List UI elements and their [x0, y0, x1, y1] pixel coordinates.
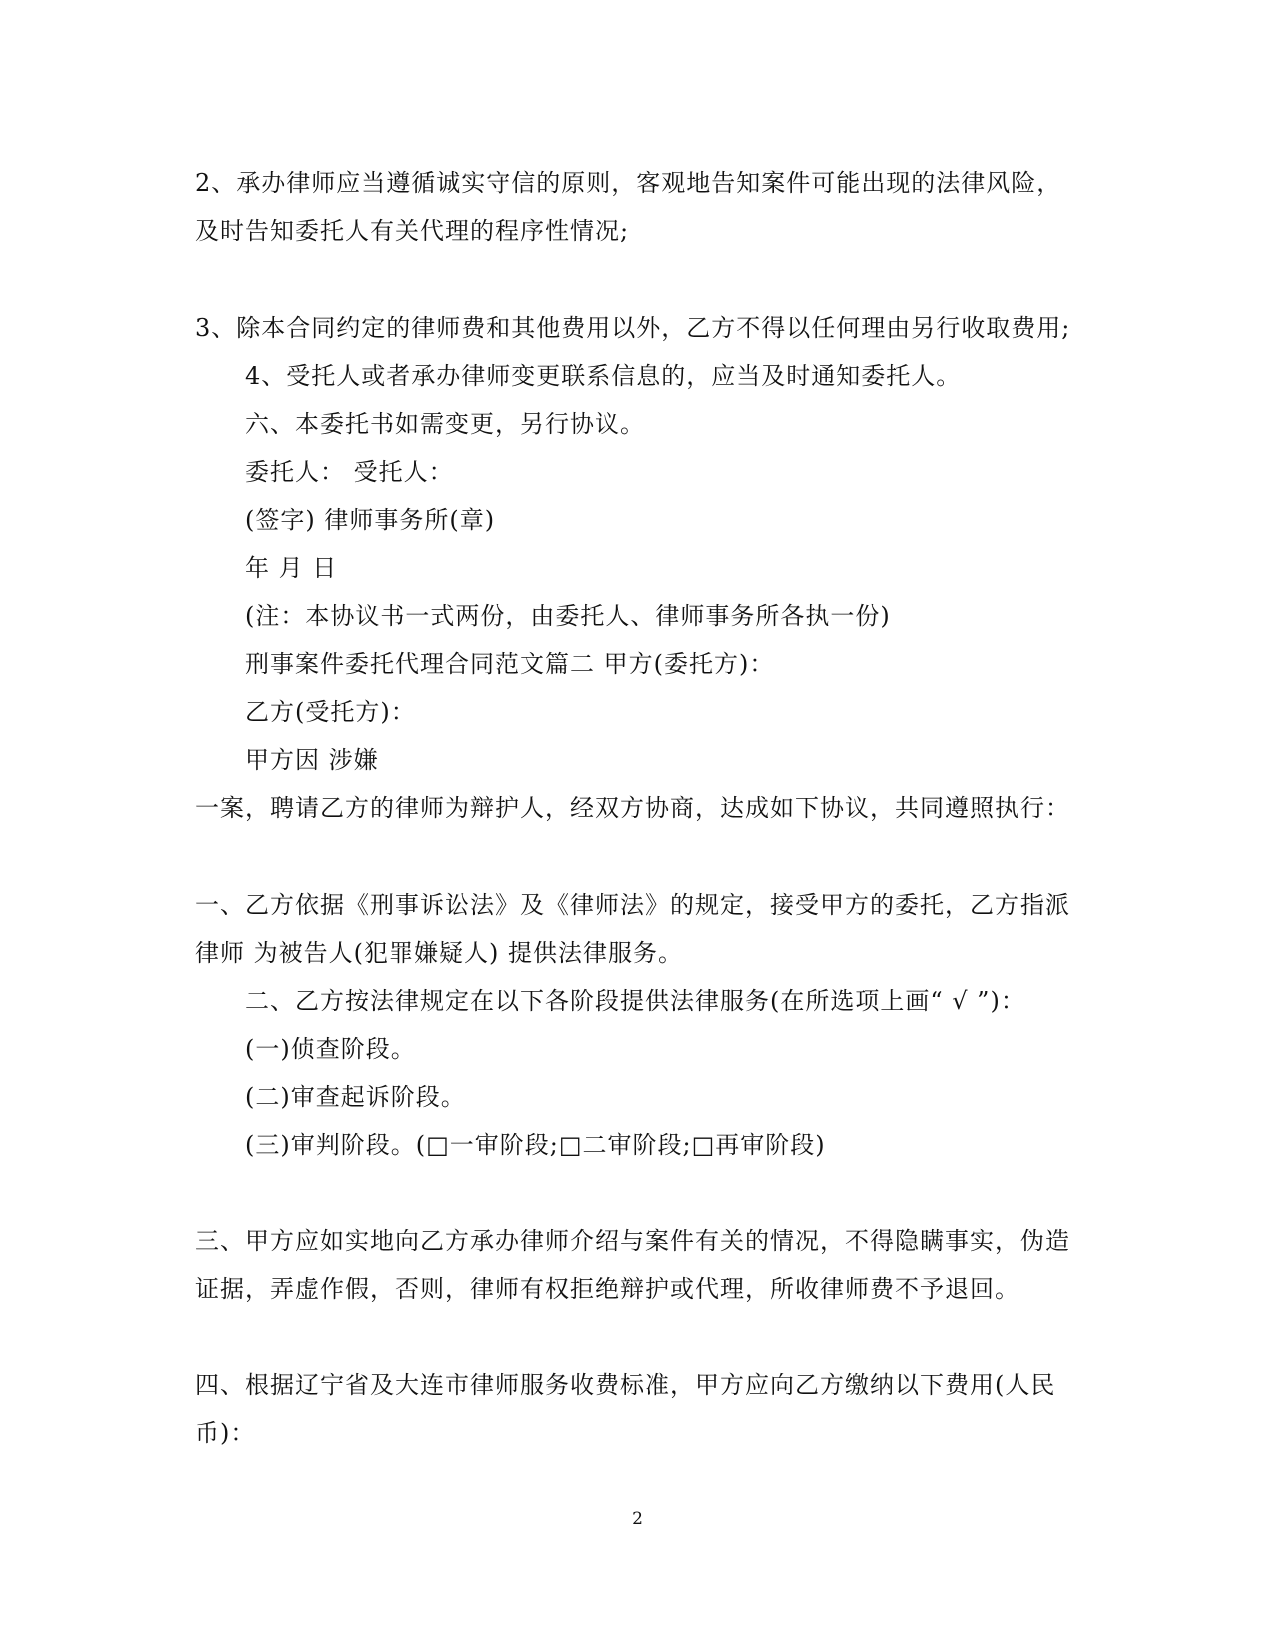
- text-line: (三)审判阶段。(□一审阶段;□二审阶段;□再审阶段): [245, 1131, 826, 1159]
- text-line: 一案，聘请乙方的律师为辩护人，经双方协商，达成如下协议，共同遵照执行：: [195, 794, 1070, 822]
- text-line: (注：本协议书一式两份，由委托人、律师事务所各执一份): [245, 602, 891, 630]
- text-line: 六、本委托书如需变更，另行协议。: [245, 410, 645, 438]
- text-line: 4、受托人或者承办律师变更联系信息的，应当及时通知委托人。: [245, 362, 962, 390]
- text-line: 及时告知委托人有关代理的程序性情况;: [195, 217, 630, 245]
- text-line: 币)：: [195, 1419, 256, 1447]
- text-line: 委托人： 受托人：: [245, 458, 454, 486]
- section-heading: 刑事案件委托代理合同范文篇二 甲方(委托方)：: [245, 650, 775, 678]
- text-line: 2、承办律师应当遵循诚实守信的原则，客观地告知案件可能出现的法律风险，: [195, 169, 1062, 197]
- text-line: 证据，弄虚作假，否则，律师有权拒绝辩护或代理，所收律师费不予退回。: [195, 1275, 1020, 1303]
- text-line: 三、甲方应如实地向乙方承办律师介绍与案件有关的情况，不得隐瞒事实，伪造: [195, 1227, 1070, 1255]
- text-line: 3、除本合同约定的律师费和其他费用以外，乙方不得以任何理由另行收取费用;: [195, 314, 1071, 342]
- text-line: (一)侦查阶段。: [245, 1035, 416, 1063]
- text-line: (二)审查起诉阶段。: [245, 1083, 466, 1111]
- page-number: 2: [632, 1509, 643, 1529]
- text-line: 二、乙方按法律规定在以下各阶段提供法律服务(在所选项上画“ √ ”)：: [245, 987, 1026, 1015]
- text-line: 律师 为被告人(犯罪嫌疑人) 提供法律服务。: [195, 939, 683, 967]
- text-line: 乙方(受托方)：: [245, 698, 416, 726]
- text-line: 年 月 日: [245, 554, 338, 582]
- text-line: (签字) 律师事务所(章): [245, 506, 496, 534]
- text-line: 甲方因 涉嫌: [245, 746, 379, 774]
- text-line: 一、乙方依据《刑事诉讼法》及《律师法》的规定，接受甲方的委托，乙方指派: [195, 891, 1070, 919]
- text-line: 四、根据辽宁省及大连市律师服务收费标准，甲方应向乙方缴纳以下费用(人民: [195, 1371, 1056, 1399]
